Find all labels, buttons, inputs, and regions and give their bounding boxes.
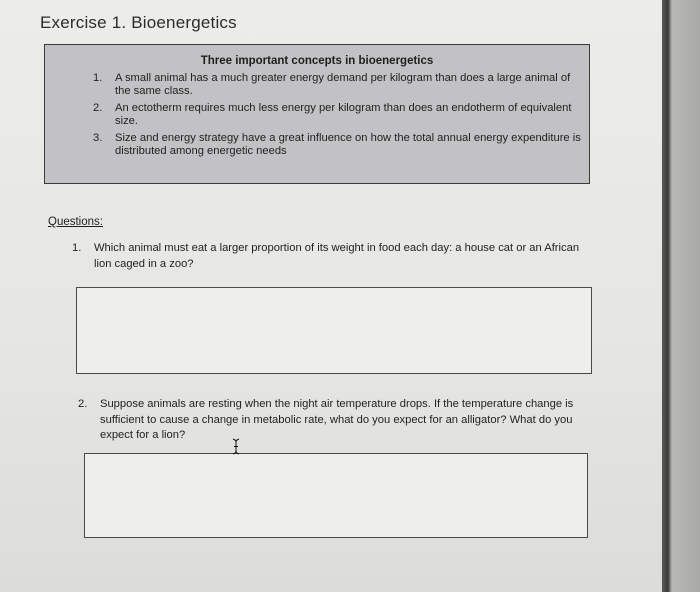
concept-text: A small animal has a much greater energy demand per kilogram than does a large animal of the same class. xyxy=(115,72,571,98)
answer-box-2[interactable] xyxy=(84,453,588,538)
concept-text: An ectotherm requires much less energy per kilogram than does an endotherm of equivalent size. xyxy=(115,101,572,128)
concepts-box xyxy=(44,44,590,184)
concept-text: Size and energy strategy have a great influence on how the total annual energy expenditure is distributed among energetic needs xyxy=(115,131,581,158)
question-number: 2. xyxy=(78,398,88,410)
concept-item xyxy=(93,132,581,159)
concepts-list xyxy=(93,72,581,161)
page-edge-shadow xyxy=(662,0,700,592)
text-cursor-icon xyxy=(232,438,240,455)
question-text: Which animal must eat a larger proportion of its weight in food each day: a house cat or an African lion caged in a zoo? xyxy=(94,242,580,270)
question-number: 1. xyxy=(72,242,82,254)
page-title: Exercise 1. Bioenergetics xyxy=(40,13,237,32)
question-text: Suppose animals are resting when the night air temperature drops. If the temperature change is sufficient to cause a change in metabolic rate, what do you expect for an alligator? What do you expect for a lion? xyxy=(100,398,574,441)
concept-number: 3. xyxy=(93,131,103,144)
concept-number: 1. xyxy=(93,72,103,84)
concepts-heading: Three important concepts in bioenergetics xyxy=(200,55,434,67)
answer-box-1[interactable] xyxy=(76,287,592,374)
question-1 xyxy=(72,241,592,272)
question-2 xyxy=(78,397,588,444)
concept-item xyxy=(93,102,581,129)
questions-heading: Questions: xyxy=(48,216,103,228)
concept-item xyxy=(93,72,581,99)
concept-number: 2. xyxy=(93,101,103,114)
